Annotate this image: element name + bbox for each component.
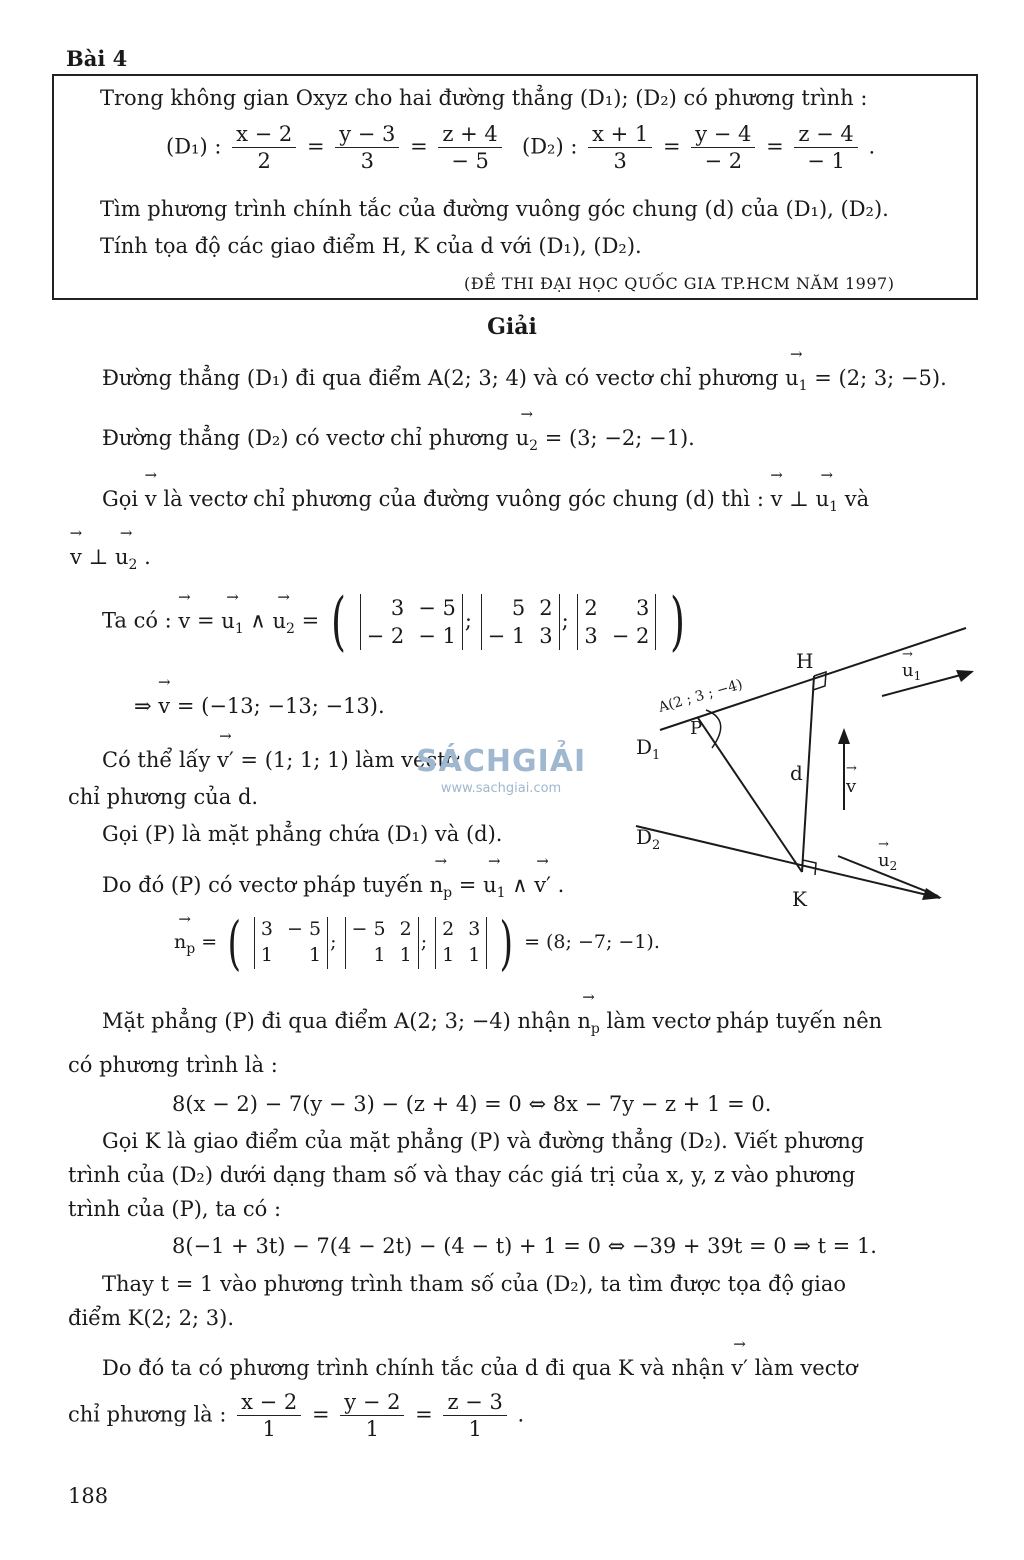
determinant-4: 3 − 5 1 1: [254, 917, 328, 968]
label-p: P: [690, 718, 703, 739]
label-v-arrow: →: [846, 761, 857, 776]
label-d1: $D_1$: [636, 735, 661, 763]
label-h: H: [796, 649, 814, 673]
geometry-diagram: [620, 620, 1000, 920]
determinant-3: 2 3 3 − 2: [577, 594, 656, 651]
solution-line-11: có phương trình là :: [68, 1053, 278, 1077]
v-result-line: ⇒ → v = (−13; −13; −13).: [134, 694, 385, 718]
vector-np: → $n_p$: [430, 873, 453, 901]
d1-label: (D₁) :: [166, 134, 222, 159]
solution-line-6: Có thể lấy → v′ = (1; 1; 1) làm vectơ: [102, 748, 458, 772]
label-d: d: [790, 761, 803, 785]
solution-line-13: Gọi K là giao điểm của mặt phẳng (P) và đường thẳng (D₂). Viết phương: [102, 1129, 865, 1153]
parameter-equation: 8(−1 + 3t) − 7(4 − 2t) − (4 − t) + 1 = 0 ⇔ −39 + 39t = 0 ⇒ t = 1.: [172, 1234, 877, 1258]
d2-label: (D₂) :: [522, 134, 578, 159]
solution-line-7: Gọi (P) là mặt phẳng chứa (D₁) và (d).: [102, 822, 503, 846]
u1-arrowhead: [956, 670, 974, 682]
label-v: v: [846, 776, 857, 797]
v-arrowhead: [838, 728, 850, 744]
solution-line-10: Mặt phẳng (P) đi qua điểm A(2; 3; −4) nhận → $n_p$ làm vectơ pháp tuyến nên: [102, 1009, 882, 1037]
solution-line-2: Đường thẳng (D₂) có vectơ chỉ phương → $u_2 = (3$; −2; −1).: [102, 426, 695, 454]
solution-line-17: Thay t = 1 vào phương trình tham số của (D₂), ta tìm được tọa độ giao: [102, 1272, 847, 1296]
label-u1: $u_1$: [902, 660, 922, 683]
cross-product-line: Ta có : → v = → $u_1$ ∧ → $u_2$ = ( 3 − 5 − 2 − 1 ; 5 2 − 1 3 ; 2 3 3 − 2 ): [102, 590, 690, 654]
problem-source: (ĐỀ THI ĐẠI HỌC QUỐC GIA TP.HCM NĂM 1997): [464, 274, 895, 293]
label-k: K: [792, 887, 807, 911]
segment-hk: [802, 676, 814, 872]
solution-line-8: Do đó (P) có vectơ pháp tuyến → $n_p$ = → $u_1$ ∧ → v′ .: [102, 873, 564, 901]
determinant-6: 2 3 1 1: [435, 917, 487, 968]
vector-v: → v: [145, 487, 157, 511]
determinant-2: 5 2 − 1 3: [481, 594, 560, 651]
plane-equation: 8(x − 2) − 7(y − 3) − (z + 4) = 0 ⇔ 8x − 7y − z + 1 = 0.: [172, 1092, 772, 1116]
solution-line-1: Đường thẳng (D₁) đi qua điểm A(2; 3; 4) và có vectơ chỉ phương → $u_1 = (2$; 3; −5).: [102, 366, 947, 394]
d2-frac-y: $\frac{y - 4}{- 2}$: [691, 122, 755, 174]
solution-line-19: Do đó ta có phương trình chính tắc của d đi qua K và nhận → v′ làm vectơ: [102, 1356, 858, 1380]
label-u2-arrow: →: [878, 837, 889, 852]
d1-frac-z: $\frac{z + 4}{- 5}$: [438, 122, 501, 174]
vector-v-prime: → v′: [217, 748, 234, 772]
solution-line-15: trình của (P), ta có :: [68, 1197, 282, 1221]
solution-line-6c: chỉ phương của d.: [68, 785, 259, 809]
segment-ak: [698, 718, 802, 872]
d1-frac-x: $\frac{x - 2}{2}$: [232, 122, 296, 174]
label-d2: $D_2$: [636, 825, 661, 853]
normal-vector-line: → $n_p$ = ( 3 − 5 1 1 ; − 5 2 1 1 ; 2 3 1 1 ) = (8; −7; −1).: [174, 914, 660, 972]
problem-line-1: Trong không gian Oxyz cho hai đường thẳng (D₁); (D₂) có phương trình :: [100, 86, 868, 110]
label-u1-arrow: →: [902, 647, 913, 662]
d2-equation: (D₂) : $\frac{x + 1}{3}$ = $\frac{y - 4}{- 2}$ = $\frac{z - 4}{- 1}$ .: [522, 122, 876, 174]
final-equation: chỉ phương là : $\frac{x - 2}{1}$ = $\frac{y - 2}{1}$ = $\frac{z - 3}{1}$ .: [68, 1390, 525, 1442]
vector-u1: → $u_1$: [785, 366, 807, 394]
solution-line-18: điểm K(2; 2; 3).: [68, 1306, 235, 1330]
d2-frac-x: $\frac{x + 1}{3}$: [588, 122, 652, 174]
solution-line-14: trình của (D₂) dưới dạng tham số và thay các giá trị của x, y, z vào phương: [68, 1163, 856, 1187]
vector-u2: → $u_2$: [516, 426, 538, 454]
d2-frac-z: $\frac{z - 4}{- 1}$: [794, 122, 857, 174]
solution-line-3: Gọi → v là vectơ chỉ phương của đường vuông góc chung (d) thì : → v ⊥ → $u_1$ và: [102, 487, 869, 515]
label-a: A(2 ; 3 ; −4): [656, 676, 745, 716]
d1-equation: (D₁) : $\frac{x - 2}{2}$ = $\frac{y - 3}{3}$ = $\frac{z + 4}{- 5}$: [166, 122, 506, 174]
exercise-title: Bài 4: [66, 46, 128, 71]
determinant-5: − 5 2 1 1: [345, 917, 419, 968]
solution-line-4: → v ⊥ → $u_2$ .: [70, 545, 151, 573]
label-u2: $u_2$: [878, 850, 898, 873]
solution-heading: Giải: [487, 314, 537, 340]
d1-frac-y: $\frac{y - 3}{3}$: [335, 122, 399, 174]
watermark: SÁCHGIẢI www.sachgiai.com: [416, 744, 587, 796]
problem-line-3: Tìm phương trình chính tắc của đường vuông góc chung (d) của (D₁), (D₂).: [100, 197, 889, 221]
problem-line-4: Tính tọa độ các giao điểm H, K của d với (D₁), (D₂).: [100, 234, 642, 258]
page-number: 188: [68, 1484, 109, 1508]
determinant-1: 3 − 5 − 2 − 1: [360, 594, 463, 651]
